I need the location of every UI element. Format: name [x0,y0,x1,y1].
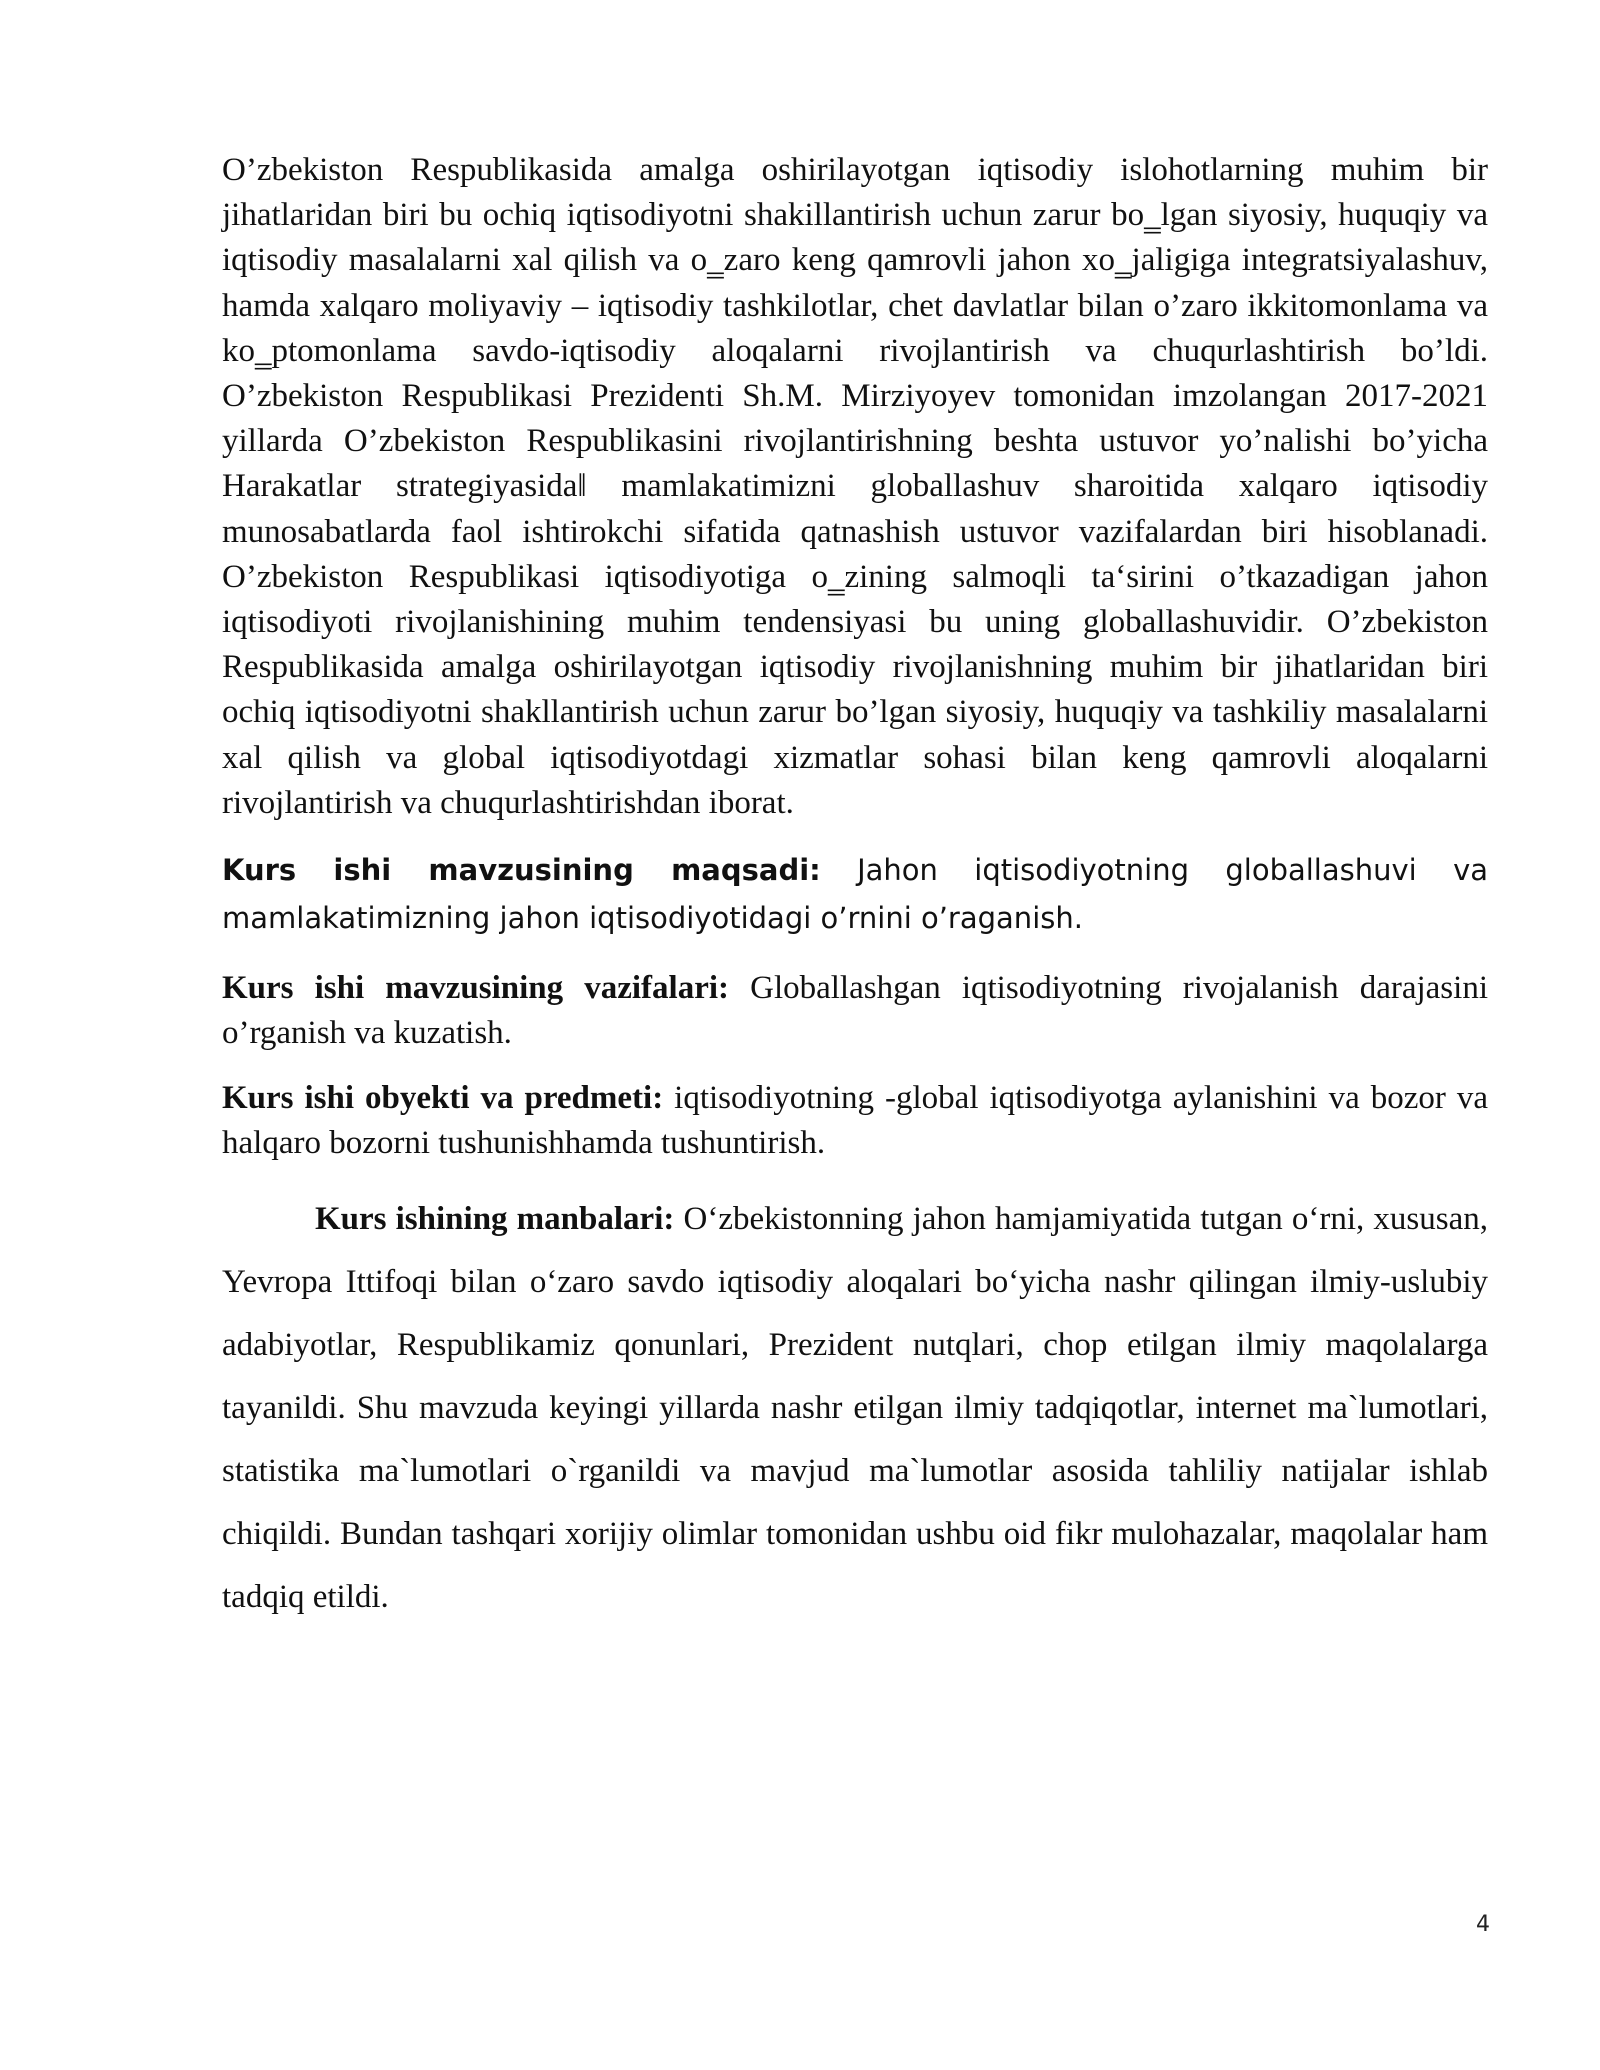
tasks-label: Kurs ishi mavzusining vazifalari: [222,970,730,1007]
intro-paragraph: O’zbekiston Respublikasida amalga oshirilayotgan iqtisodiy islohotlarning muhim bir jihatlaridan biri bu ochiq iqtisodiyotni shakillantirish uchun zarur bo‗lgan siyosiy, huquqiy va iqtisodiy masalalarni xal qilish va o‗zaro keng qamrovli jahon xo‗jaligiga integratsiyalashuv, hamda xalqaro moliyaviy – iqtisodiy tashkilotlar, chet davlatlar bilan o’zaro ikkitomonlama va ko‗ptomonlama savdo-iqtisodiy aloqalarni rivojlantirish va chuqurlashtirish bo’ldi. O’zbekiston Respublikasi Prezidenti Sh.M. Mirziyoyev tomonidan imzolangan 2017-2021 yillarda O’zbekiston Respublikasini rivojlantirishning beshta ustuvor yo’nalishi bo’yicha Harakatlar strategiyasida‖ mamlakatimizni globallashuv sharoitida xalqaro iqtisodiy munosabatlarda faol ishtirokchi sifatida qatnashish ustuvor vazifalardan biri hisoblanadi. O’zbekiston Respublikasi iqtisodiyotiga o‗zining salmoqli ta‘sirini o’tkazadigan jahon iqtisodiyoti rivojlanishining muhim tendensiyasi bu uning globallashuvidir. O’zbekiston Respublikasida amalga oshirilayotgan iqtisodiy rivojlanishning muhim bir jihatlaridan biri ochiq iqtisodiyotni shakllantirish uchun zarur bo’lgan siyosiy, huquqiy va tashkiliy masalalarni xal qilish va global iqtisodiyotdagi xizmatlar sohasi bilan keng qamrovli aloqalarni rivojlantirish va chuqurlashtirishdan iborat. [222,152,1488,821]
goal-label: Kurs ishi mavzusining maqsadi: [222,853,821,888]
tasks-paragraph [222,966,1488,1056]
page-number: 4 [1476,1912,1490,1937]
object-paragraph [222,1076,1488,1166]
sources-text: O‘zbekistonning jahon hamjamiyatida tutgan o‘rni, xususan, Yevropa Ittifoqi bilan o‘zaro savdo iqtisodiy aloqalari bo‘yicha nashr qilingan ilmiy-uslubiy adabiyotlar, Respublikamiz qonunlari, Prezident nutqlari, chop etilgan ilmiy maqolalarga tayanildi. Shu mavzuda keyingi yillarda nashr etilgan ilmiy tadqiqotlar, internet ma`lumotlari, statistika ma`lumotlari o`rganildi va mavjud ma`lumotlar asosida tahliliy natijalar ishlab chiqildi. Bundan tashqari xorijiy olimlar tomonidan ushbu oid fikr mulohazalar, maqolalar ham tadqiq etildi. [222,1201,1488,1616]
goal-paragraph [222,846,1488,942]
object-label: Kurs ishi obyekti va predmeti: [222,1080,664,1117]
sources-paragraph [222,1188,1488,1629]
tasks-text: Globallashgan iqtisodiyotning rivojalanish darajasini o’rganish va kuzatish. [222,970,1488,1052]
object-text: iqtisodiyotning -global iqtisodiyotga aylanishini va bozor va halqaro bozorni tushunishhamda tushuntirish. [222,1080,1488,1162]
document-page [222,148,1488,1629]
sources-label: Kurs ishining manbalari: [315,1201,675,1238]
goal-text: Jahon iqtisodiyotning globallashuvi va mamlakatimizning jahon iqtisodiyotidagi o’rnini o’raganish. [222,853,1489,936]
